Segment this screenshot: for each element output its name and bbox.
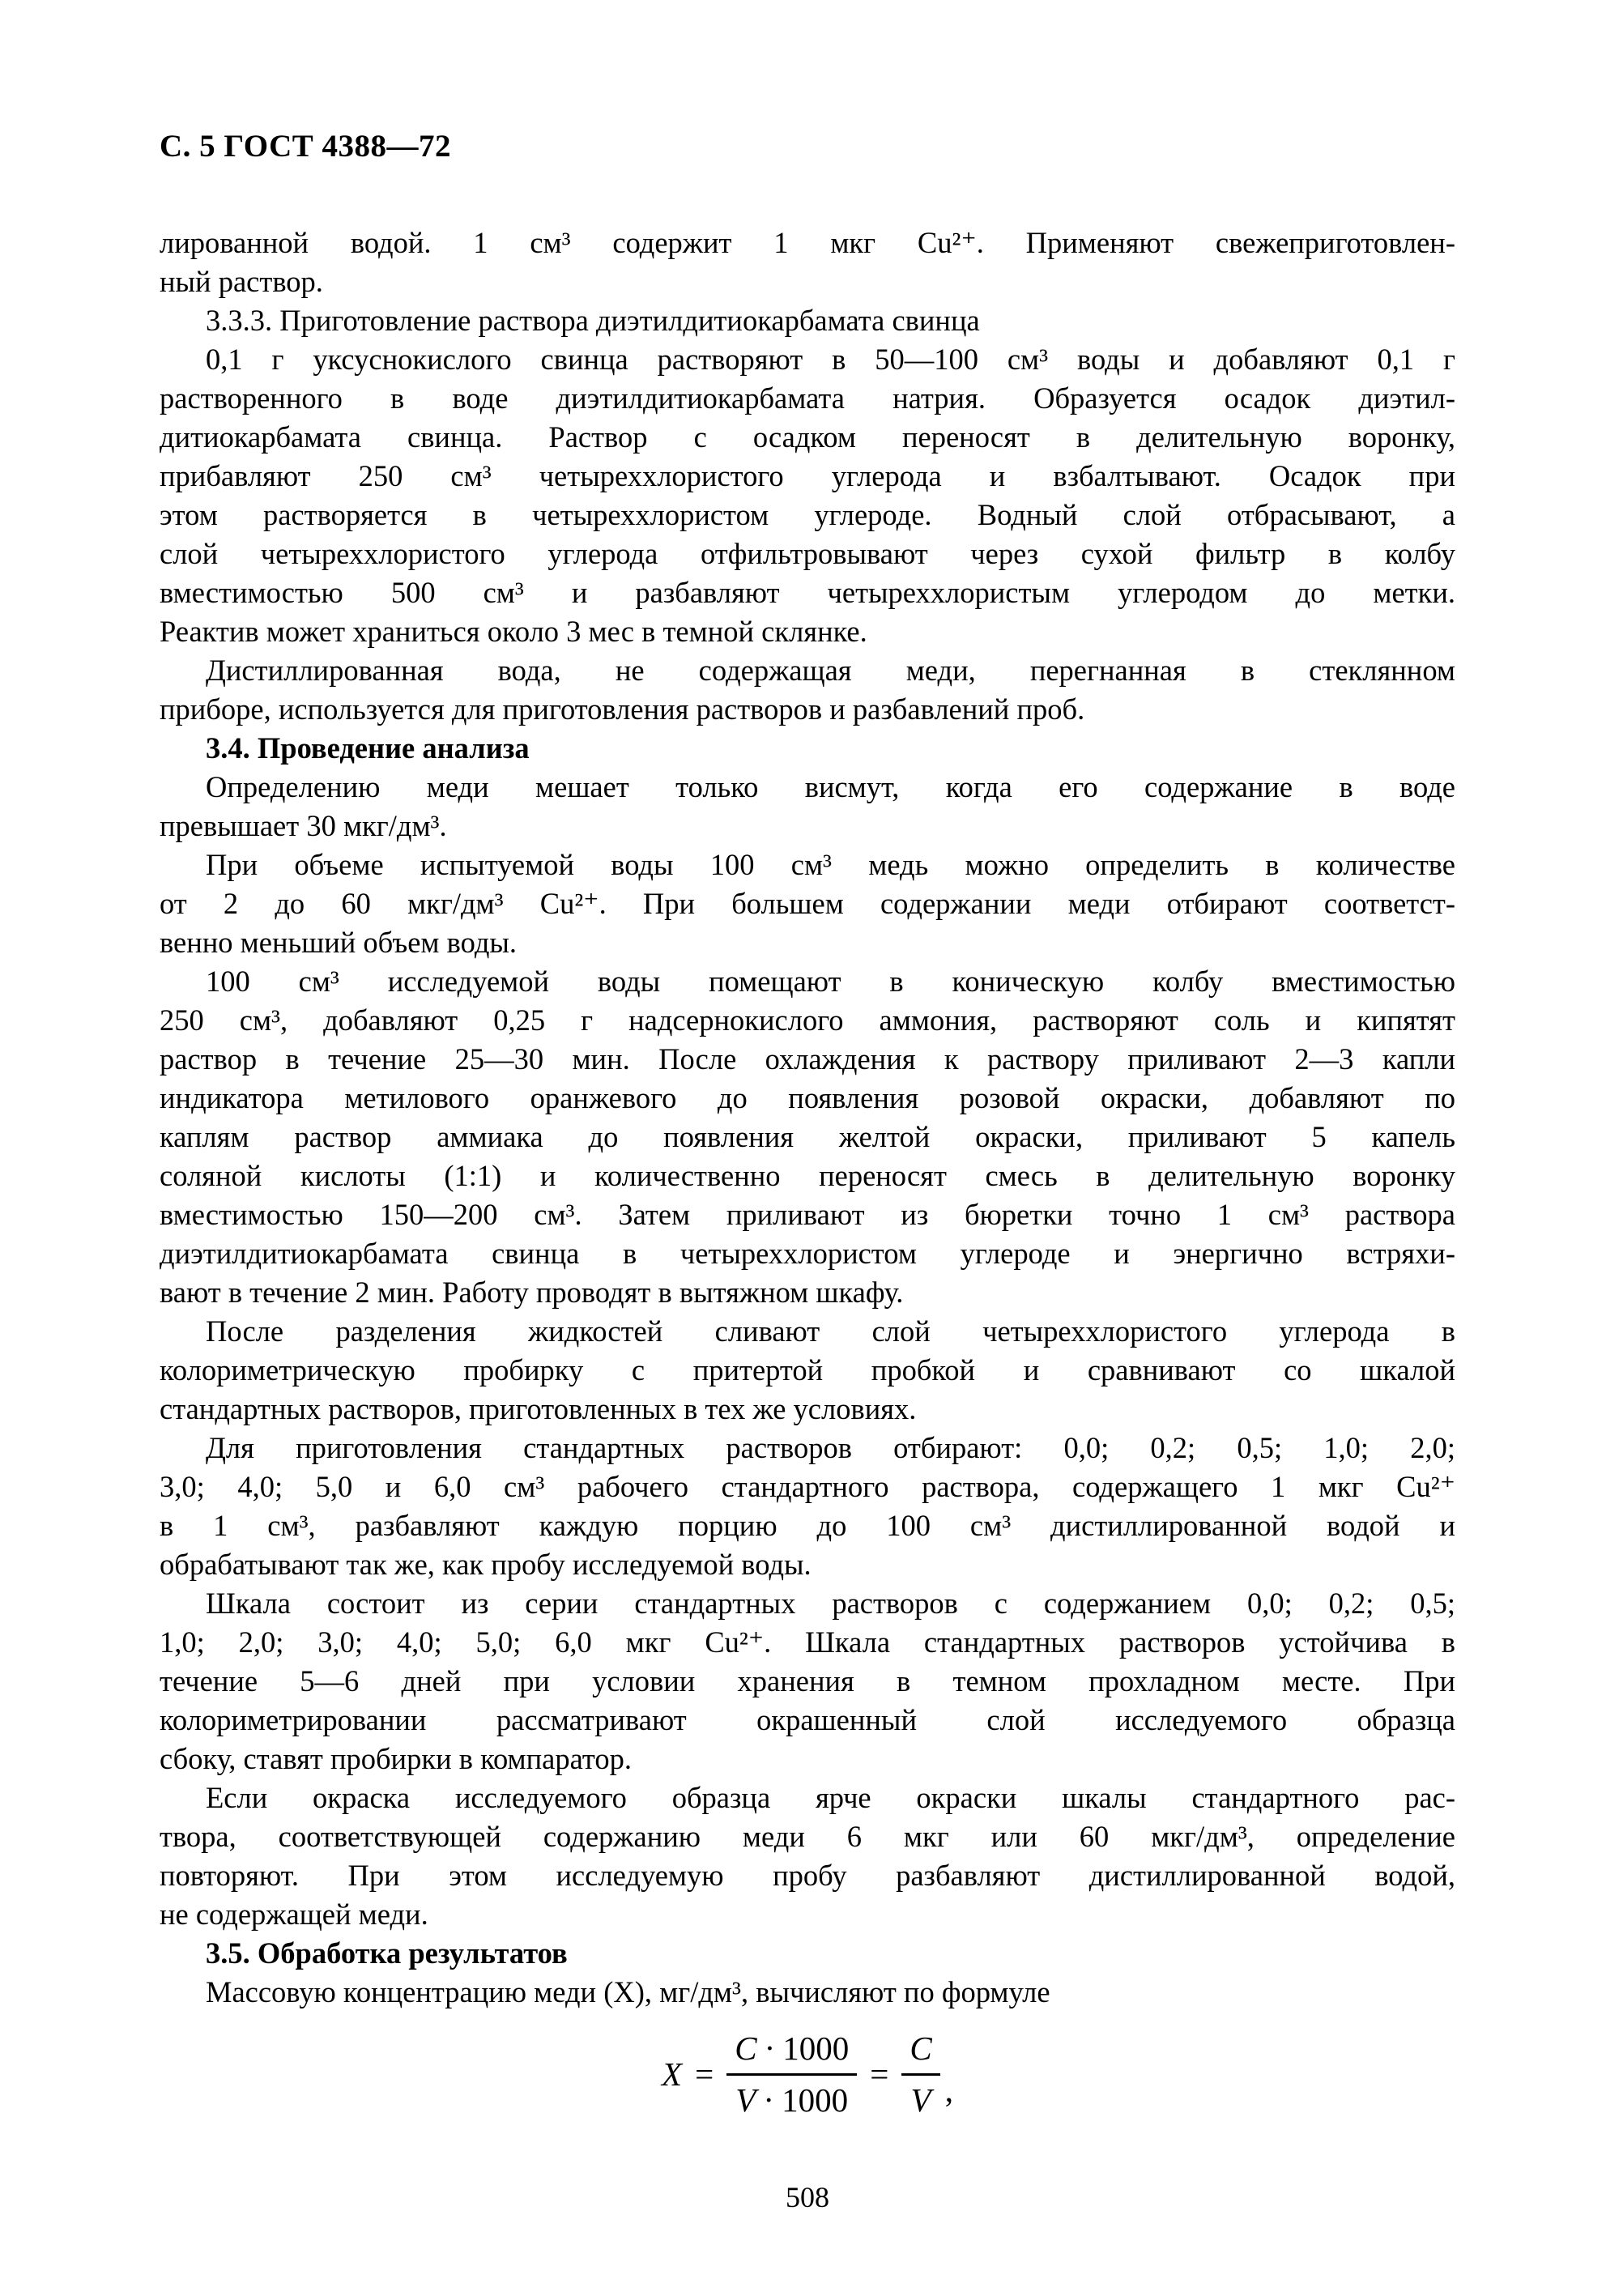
fraction-1-numerator [726,2029,857,2076]
text-line: раствор в течение 25—30 мин. После охлаждения к раствору приливают 2—3 капли [160,1042,1455,1076]
text-line: 3.4. Проведение анализа [206,731,530,765]
fraction-2-denominator: V [910,2081,931,2119]
text-line: твора, соответствующей содержанию меди 6 мкг или 60 мкг/дм³, определение [160,1820,1455,1853]
section-heading [160,729,1455,768]
text-line: Определению меди мешает только висмут, когда его содержание в воде [206,770,1455,803]
paragraph [160,962,1455,1312]
paragraph [160,1973,1455,2012]
text-line: колориметрическую пробирку с притертой пробкой и сравнивают со шкалой [160,1353,1455,1387]
formula-comma: , [944,2072,953,2110]
text-line: повторяют. При этом исследуемую пробу разбавляют дистиллированной водой, [160,1859,1455,1892]
page-number: 508 [786,2181,829,2213]
text-line: не содержащей меди. [160,1898,428,1931]
formula-lhs: X [662,2055,683,2094]
text-line: этом растворяется в четыреххлористом углероде. Водный слой отбрасывают, а [160,498,1455,531]
equals-sign: = [695,2055,714,2094]
multiplication-dot: · [764,2030,776,2067]
text-line: вместимостью 150—200 см³. Затем приливают из бюретки точно 1 см³ раствора [160,1198,1455,1231]
text-line: колориметрировании рассматривают окрашенный слой исследуемого образца [160,1703,1455,1736]
text-line: растворенного в воде диэтилдитиокарбамата натрия. Образуется осадок диэтил- [160,381,1455,415]
text-line: 1,0; 2,0; 3,0; 4,0; 5,0; 6,0 мкг Cu²⁺. Шкала стандартных растворов устойчива в [160,1625,1455,1659]
fraction-2 [901,2029,939,2120]
text-line: приборе, используется для приготовления растворов и разбавлений проб. [160,692,1085,726]
paragraph [160,1584,1455,1778]
text-line: венно меньший объем воды. [160,926,518,959]
text-line: превышает 30 мкг/дм³. [160,809,447,842]
text-line: прибавляют 250 см³ четыреххлористого углерода и взбалтывают. Осадок при [160,459,1455,492]
formula-term: 1000 [782,2081,849,2119]
text-line: 250 см³, добавляют 0,25 г надсернокислого аммония, растворяют соль и кипятят [160,1003,1455,1037]
formula-term: V [735,2081,756,2119]
text-line: вают в течение 2 мин. Работу проводят в вытяжном шкафу. [160,1276,904,1309]
paragraph [160,846,1455,962]
text-line: 0,1 г уксуснокислого свинца растворяют в 50—100 см³ воды и добавляют 0,1 г [206,343,1455,376]
formula [662,2029,953,2120]
text-line: от 2 до 60 мкг/дм³ Cu²⁺. При большем содержании меди отбирают соответст- [160,887,1455,920]
multiplication-dot: · [763,2081,775,2119]
paragraph [160,1429,1455,1584]
text-line: индикатора метилового оранжевого до появления розовой окраски, добавляют по [160,1081,1455,1114]
text-line: слой четыреххлористого углерода отфильтровывают через сухой фильтр в колбу [160,537,1455,570]
text-line: Если окраска исследуемого образца ярче окраски шкалы стандартного рас- [206,1781,1455,1814]
text-line: лированной водой. 1 см³ содержит 1 мкг Cu²⁺. Применяют свежеприготовлен- [160,226,1455,259]
paragraph [160,768,1455,846]
equals-sign: = [870,2055,889,2094]
text-line: Массовую концентрацию меди (X), мг/дм³, вычисляют по формуле [206,1975,1050,2008]
text-line: 100 см³ исследуемой воды помещают в коническую колбу вместимостью [206,965,1455,998]
paragraph [160,301,1455,340]
paragraph [160,340,1455,651]
formula-term: 1000 [782,2030,850,2067]
text-line: диэтилдитиокарбамата свинца в четыреххлористом углероде и энергично встряхи- [160,1237,1455,1270]
formula-term: C [735,2030,757,2067]
fraction-1-denominator [727,2076,856,2120]
paragraph [160,651,1455,729]
text-line: 3.3.3. Приготовление раствора диэтилдитиокарбамата свинца [206,304,980,337]
text-line: 3.5. Обработка результатов [206,1936,568,1970]
fraction-2-numerator: C [901,2029,939,2076]
text-line: в 1 см³, разбавляют каждую порцию до 100 см³ дистиллированной водой и [160,1509,1455,1542]
text-line: Дистиллированная вода, не содержащая меди, перегнанная в стеклянном [206,654,1455,687]
text-line: Для приготовления стандартных растворов отбирают: 0,0; 0,2; 0,5; 1,0; 2,0; [206,1431,1455,1464]
text-line: При объеме испытуемой воды 100 см³ медь можно определить в количестве [206,848,1455,881]
text-line: 3,0; 4,0; 5,0 и 6,0 см³ рабочего стандартного раствора, содержащего 1 мкг Cu²⁺ [160,1470,1455,1503]
paragraph [160,224,1455,301]
text-line: течение 5—6 дней при условии хранения в темном прохладном месте. При [160,1664,1455,1698]
text-line: дитиокарбамата свинца. Раствор с осадком переносят в делительную воронку, [160,420,1455,454]
text-line: После разделения жидкостей сливают слой четыреххлористого углерода в [206,1314,1455,1348]
section-heading [160,1934,1455,1973]
fraction-1 [726,2029,857,2120]
text-line: сбоку, ставят пробирки в компаратор. [160,1742,632,1775]
document-body [160,224,1455,2012]
text-line: соляной кислоты (1:1) и количественно переносят смесь в делительную воронку [160,1159,1455,1192]
page-header: С. 5 ГОСТ 4388—72 [160,129,451,164]
text-line: вместимостью 500 см³ и разбавляют четыреххлористым углеродом до метки. [160,576,1455,609]
text-line: ный раствор. [160,265,323,298]
text-line: Шкала состоит из серии стандартных растворов с содержанием 0,0; 0,2; 0,5; [206,1587,1455,1620]
text-line: каплям раствор аммиака до появления желтой окраски, приливают 5 капель [160,1120,1455,1153]
text-line: Реактив может храниться около 3 мес в темной склянке. [160,615,867,648]
paragraph [160,1312,1455,1429]
formula-block [160,2029,1455,2120]
text-line: обрабатывают так же, как пробу исследуемой воды. [160,1548,812,1581]
paragraph [160,1778,1455,1934]
text-line: стандартных растворов, приготовленных в тех же условиях. [160,1392,917,1425]
